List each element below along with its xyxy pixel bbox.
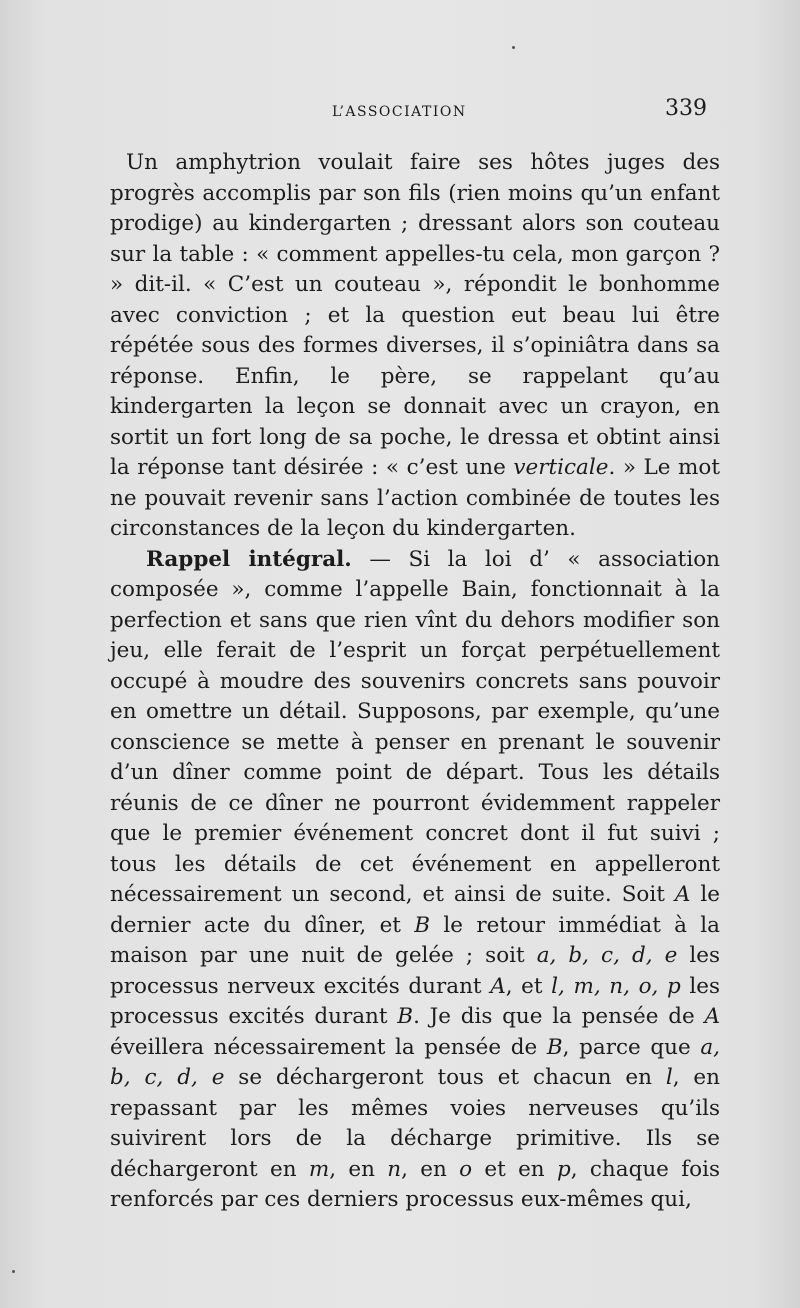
text-segment: éveillera nécessairement la pensée de (110, 1034, 547, 1060)
text-segment: le retour immédiat à la maison par une nuit de gelée ; soit (110, 912, 720, 968)
text-segment: les processus nerveux excités durant (110, 943, 720, 999)
text-segment: , et (505, 973, 552, 999)
italic-text: n (387, 1156, 402, 1182)
text-segment: , en repassant par les mêmes voies nerveuses qu’ils suivirent lors de la décharge primitive. Ils se déchargeront en (110, 1065, 720, 1182)
italic-text: B (546, 1034, 563, 1060)
italic-text: A (674, 882, 691, 907)
text-segment: et en (472, 1156, 557, 1182)
text-segment: — Si la loi d’ « association composée », comme l’appelle Bain, fonctionnait à la perfection et sans que rien vînt du dehors modifier son jeu, elle ferait de l’esprit un forçat perpétuellement occupé à moudre des souvenirs concrets sans pouvoir en omettre un détail. Supposons, par exemple, qu’une conscience se mette à penser en prenant le souvenir d’un dîner comme point de départ. Tous les détails réunis de ce dîner ne pourront évidemment rappeler que le premier événement concret dont il fut suivi ; tous les détails de cet événement en appelleront nécessairement un second, et ainsi de suite. Soit (110, 546, 720, 907)
page-body (110, 148, 720, 1216)
page-number: 339 (665, 96, 707, 121)
italic-text: B (414, 912, 431, 938)
italic-text: verticale (513, 455, 609, 480)
italic-text: B (397, 1004, 414, 1029)
italic-text: p (556, 1156, 571, 1182)
text-segment: les processus excités durant (110, 973, 720, 1029)
italic-text: a, b, c, d, e (110, 1034, 720, 1090)
italic-text: a, b, c, d, e (536, 943, 678, 968)
text-segment: le dernier acte du dîner, et (110, 882, 720, 938)
text-segment: , chaque fois renforcés par ces derniers processus eux-mêmes qui, (110, 1156, 721, 1212)
paragraph-kindergarten-anecdote (110, 148, 720, 545)
paper-speck (12, 1270, 15, 1273)
paper-speck (512, 46, 515, 49)
paragraph-rappel-integral (110, 545, 720, 1216)
text-segment: , parce que (562, 1034, 701, 1060)
text-segment: Un amphytrion voulait faire ses hôtes juges des progrès accomplis par son fils (rien moins qu’un enfant prodige) au kindergarten ; dressant alors son couteau sur la table : « comment appelles-tu cela, mon garçon ? » dit-il. « C’est un couteau », répondit le bonhomme avec conviction ; et la question eut beau lui être répétée sous des formes diverses, il s’opiniâtra dans sa réponse. Enfin, le père, se rappelant qu’au kindergarten la leçon se donnait avec un crayon, en sortit un fort long de sa poche, le dressa et obtint ainsi la réponse tant désirée : « c’est une (110, 150, 720, 480)
italic-text: l, m, n, o, p (551, 973, 681, 999)
text-segment: . Je dis que la pensée de (413, 1004, 705, 1029)
text-segment: . » Le mot ne pouvait revenir sans l’action combinée de toutes les circonstances de la leçon du kindergarten. (110, 455, 720, 541)
text-segment: , en (401, 1156, 460, 1182)
italic-text: m (308, 1156, 330, 1182)
italic-text: o (459, 1156, 473, 1182)
text-segment: se déchargeront tous et chacun en (224, 1065, 666, 1090)
running-head: L’ASSOCIATION (332, 104, 467, 120)
italic-text: A (704, 1004, 720, 1029)
section-run-in-heading: Rappel intégral. (146, 546, 352, 572)
page-header (0, 96, 800, 128)
text-segment: , en (329, 1156, 388, 1182)
italic-text: l (665, 1065, 673, 1090)
italic-text: A (490, 973, 506, 999)
